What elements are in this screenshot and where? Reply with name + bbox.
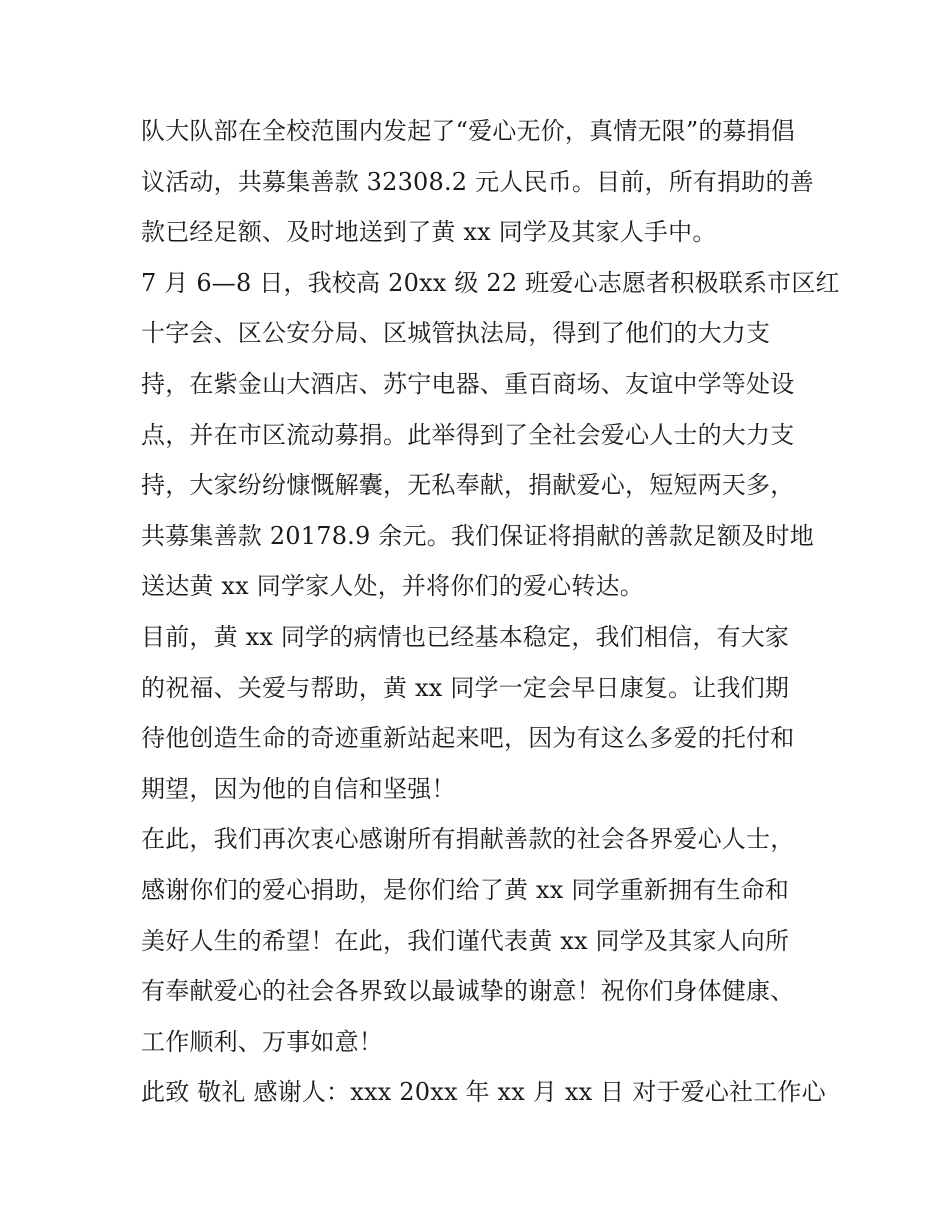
text-line: 有奉献爱心的社会各界致以最诚挚的谢意！祝你们身体健康、 bbox=[141, 977, 795, 1006]
text-line: 待他创造生命的奇迹重新站起来吧，因为有这么多爱的托付和 bbox=[141, 724, 795, 753]
text-line: 目前，黄 xx 同学的病情也已经基本稳定，我们相信，有大家 bbox=[141, 622, 790, 651]
text-line: 持，在紫金山大酒店、苏宁电器、重百商场、友谊中学等处设 bbox=[141, 369, 795, 398]
text-line: 工作顺利、万事如意！ bbox=[141, 1027, 383, 1056]
text-line: 持，大家纷纷慷慨解囊，无私奉献，捐献爱心，短短两天多， bbox=[141, 471, 795, 500]
text-line: 队大队部在全校范围内发起了“爱心无价，真情无限”的募捐倡 bbox=[141, 117, 796, 145]
text-line: 美好人生的希望！在此，我们谨代表黄 xx 同学及其家人向所 bbox=[141, 926, 790, 955]
text-line: 议活动，共募集善款 32308.2 元人民币。目前，所有捐助的善 bbox=[141, 167, 814, 196]
text-line: 感谢你们的爱心捐助，是你们给了黄 xx 同学重新拥有生命和 bbox=[141, 875, 790, 904]
text-line: 点，并在市区流动募捐。此举得到了全社会爱心人士的大力支 bbox=[141, 420, 795, 449]
text-line: 在此，我们再次衷心感谢所有捐献善款的社会各界爱心人士， bbox=[141, 825, 795, 854]
text-line: 十字会、区公安分局、区城管执法局，得到了他们的大力支 bbox=[141, 319, 771, 348]
text-line: 款已经足额、及时地送到了黄 xx 同学及其家人手中。 bbox=[141, 218, 717, 247]
text-line: 7 月 6—8 日，我校高 20xx 级 22 班爱心志愿者积极联系市区红 bbox=[141, 268, 840, 297]
text-line: 的祝福、关爱与帮助，黄 xx 同学一定会早日康复。让我们期 bbox=[141, 673, 790, 702]
text-line: 期望，因为他的自信和坚强！ bbox=[141, 774, 456, 803]
text-line: 共募集善款 20178.9 余元。我们保证将捐献的善款足额及时地 bbox=[141, 521, 814, 550]
text-line: 此致 敬礼 感谢人：xxx 20xx 年 xx 月 xx 日 对于爱心社工作心 bbox=[141, 1078, 826, 1107]
text-line: 送达黄 xx 同学家人处，并将你们的爱心转达。 bbox=[141, 572, 644, 601]
document-body bbox=[141, 106, 840, 1118]
